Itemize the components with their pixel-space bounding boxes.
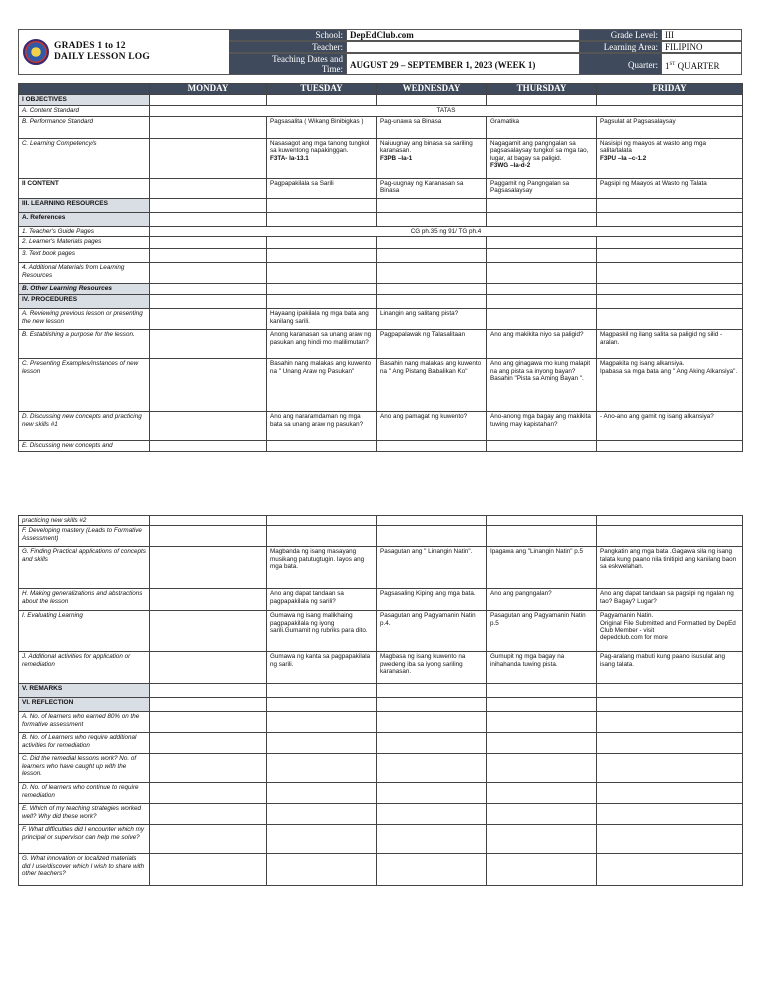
content-standard-value[interactable]: TATAS bbox=[150, 106, 743, 117]
table-cell[interactable] bbox=[377, 139, 487, 179]
log-title bbox=[54, 41, 150, 63]
table-cell[interactable] bbox=[150, 284, 267, 295]
table-cell[interactable] bbox=[150, 698, 267, 712]
teachers-guide-value[interactable]: CG ph.35 ng 91/ TG ph.4 bbox=[150, 227, 743, 237]
table-cell[interactable] bbox=[267, 199, 377, 213]
area-label: Learning Area: bbox=[580, 41, 662, 53]
table-cell[interactable]: Basahin nang malakas ang kuwento na " Unang Araw ng Pasukan" bbox=[267, 359, 377, 412]
content-standard-label: A. Content Standard bbox=[19, 106, 150, 117]
additional-materials-label: 4. Additional Materials from Learning Resources bbox=[19, 263, 150, 284]
table-cell[interactable] bbox=[487, 698, 597, 712]
table-row bbox=[19, 309, 743, 330]
table-cell[interactable]: Magpaskil ng ilang salita sa paligid ng silid - aralan. bbox=[597, 330, 743, 359]
table-cell[interactable] bbox=[597, 526, 743, 547]
table-cell[interactable] bbox=[597, 359, 743, 412]
table-cell[interactable]: Basahin nang malakas ang kuwento na " Ang Pistang Babalikan Ko" bbox=[377, 359, 487, 412]
table-row bbox=[19, 213, 743, 227]
table-cell[interactable] bbox=[597, 309, 743, 330]
table-cell[interactable] bbox=[487, 199, 597, 213]
table-cell[interactable] bbox=[150, 611, 267, 652]
table-cell[interactable] bbox=[267, 515, 377, 525]
table-cell[interactable] bbox=[150, 263, 267, 284]
procedure-c-label: C. Presenting Examples/instances of new lesson bbox=[19, 359, 150, 412]
table-row bbox=[19, 237, 743, 249]
table-cell[interactable] bbox=[597, 249, 743, 263]
table-cell[interactable] bbox=[267, 295, 377, 309]
table-cell[interactable]: Ipagawa ang "Linangin Natin" p.5 bbox=[487, 547, 597, 589]
table-cell[interactable] bbox=[150, 199, 267, 213]
table-cell[interactable]: Pag-uugnay ng Karanasan sa Binasa bbox=[377, 179, 487, 199]
table-cell[interactable] bbox=[267, 526, 377, 547]
table-cell[interactable]: Pag-aralang mabuti kung paano isusulat ang isang talata. bbox=[597, 652, 743, 684]
table-cell[interactable] bbox=[150, 295, 267, 309]
table-cell[interactable] bbox=[487, 249, 597, 263]
table-row bbox=[19, 754, 743, 783]
table-row bbox=[19, 227, 743, 237]
table-row bbox=[19, 712, 743, 733]
table-cell[interactable] bbox=[150, 783, 267, 804]
procedure-j-label: J. Additional activities for application or remediation bbox=[19, 652, 150, 684]
table-cell[interactable] bbox=[487, 213, 597, 227]
table-cell[interactable]: Anong karanasan sa unang araw ng pasukan ang hindi mo malilimutan? bbox=[267, 330, 377, 359]
other-resources-heading: B. Other Learning Resources bbox=[19, 284, 150, 295]
table-row bbox=[19, 733, 743, 754]
procedure-text: Ano ang ginagawa mo kung malapit na ang pista sa inyong bayan? bbox=[490, 360, 591, 375]
table-cell[interactable] bbox=[267, 854, 377, 886]
table-row bbox=[19, 854, 743, 886]
competency-code: F3WG –Ia-d-2 bbox=[490, 162, 531, 170]
table-cell[interactable] bbox=[150, 330, 267, 359]
table-cell[interactable] bbox=[597, 825, 743, 854]
table-cell[interactable] bbox=[487, 284, 597, 295]
table-cell[interactable] bbox=[597, 295, 743, 309]
reflection-g-label: G. What innovation or localized materials did I use/discover which I wish to share with other teachers? bbox=[19, 854, 150, 886]
table-cell[interactable] bbox=[597, 284, 743, 295]
table-cell[interactable] bbox=[597, 854, 743, 886]
header bbox=[18, 29, 742, 75]
table-cell[interactable] bbox=[267, 284, 377, 295]
table-row bbox=[19, 359, 743, 412]
table-cell[interactable] bbox=[597, 199, 743, 213]
table-row bbox=[19, 199, 743, 213]
textbook-label: 3. Text book pages bbox=[19, 249, 150, 263]
table-cell[interactable] bbox=[150, 117, 267, 139]
table-row bbox=[19, 441, 743, 451]
grade-value[interactable]: III bbox=[662, 29, 742, 41]
procedures-heading: IV. PROCEDURES bbox=[19, 295, 150, 309]
procedure-e-label: E. Discussing new concepts and bbox=[19, 441, 150, 451]
attribution-text: Original File Submitted and Formatted by DepEd Club Member - visit bbox=[600, 619, 736, 635]
table-cell[interactable]: Ano ang dapat tandaan sa pagpapakilala ng sarili? bbox=[267, 589, 377, 611]
resources-heading: III. LEARNING RESOURCES bbox=[19, 199, 150, 213]
day-tuesday: TUESDAY bbox=[267, 84, 377, 95]
table-cell[interactable]: Pasagutan ang Pagyamanin Natin p.5 bbox=[487, 611, 597, 652]
procedure-d-label: D. Discussing new concepts and practicing new skills #1 bbox=[19, 412, 150, 441]
table-cell[interactable] bbox=[487, 295, 597, 309]
table-cell[interactable] bbox=[150, 359, 267, 412]
procedure-f-label: F. Developing mastery (Leads to Formative Assessment) bbox=[19, 526, 150, 547]
table-cell[interactable] bbox=[150, 213, 267, 227]
table-cell[interactable] bbox=[487, 783, 597, 804]
content-heading: II CONTENT bbox=[19, 179, 150, 199]
table-cell[interactable] bbox=[597, 237, 743, 249]
table-cell[interactable] bbox=[487, 309, 597, 330]
table-cell[interactable] bbox=[267, 95, 377, 106]
table-cell[interactable]: Gumawa ng kanta sa pagpapakilala ng sarili. bbox=[267, 652, 377, 684]
table-cell[interactable] bbox=[487, 754, 597, 783]
table-cell[interactable]: Ano ang makikita niyo sa paligid? bbox=[487, 330, 597, 359]
grade-label: Grade Level: bbox=[580, 29, 662, 41]
table-cell[interactable] bbox=[150, 526, 267, 547]
table-cell[interactable] bbox=[487, 441, 597, 451]
table-cell[interactable] bbox=[150, 547, 267, 589]
table-row bbox=[19, 284, 743, 295]
attribution-link[interactable]: depedclub.com for more bbox=[600, 634, 668, 642]
table-cell[interactable] bbox=[377, 249, 487, 263]
competency-text: Naiuugnay ang binasa sa sariling karanasan. bbox=[380, 140, 473, 155]
table-row bbox=[19, 117, 743, 139]
table-cell[interactable]: Linangin ang salitang pista? bbox=[377, 309, 487, 330]
table-cell[interactable] bbox=[150, 139, 267, 179]
lesson-log-page bbox=[18, 29, 742, 886]
quarter-suffix: ST bbox=[669, 62, 676, 67]
dates-label bbox=[229, 53, 347, 75]
day-wednesday: WEDNESDAY bbox=[377, 84, 487, 95]
table-cell[interactable]: Pagpapakilala sa Sarili bbox=[267, 179, 377, 199]
table-cell[interactable] bbox=[487, 854, 597, 886]
table-row bbox=[19, 526, 743, 547]
table-cell[interactable] bbox=[377, 712, 487, 733]
competency-text: Nagagamit ang pangngalan sa pagsasalaysay tungkol sa mga tao, lugar, at bagay sa paligid. bbox=[490, 140, 589, 162]
table-cell[interactable] bbox=[377, 698, 487, 712]
day-friday: FRIDAY bbox=[597, 84, 743, 95]
table-cell[interactable] bbox=[377, 684, 487, 698]
lesson-table-part-1 bbox=[18, 83, 743, 452]
table-cell[interactable] bbox=[377, 526, 487, 547]
procedure-text: Ipabasa sa mga bata ang " Ang Aking Alkansiya". bbox=[600, 367, 738, 375]
table-cell[interactable] bbox=[377, 237, 487, 249]
table-cell[interactable]: Gumupit ng mga bagay na inihahanda tuwing pista. bbox=[487, 652, 597, 684]
table-cell[interactable]: Ano ang dapat tandaan sa pagsipi ng ngalan ng tao? Bagay? Lugar? bbox=[597, 589, 743, 611]
table-cell[interactable]: Pagsasaling Kiping ang mga bata. bbox=[377, 589, 487, 611]
table-cell[interactable] bbox=[377, 284, 487, 295]
procedure-h-label: H. Making generalizations and abstractions about the lesson bbox=[19, 589, 150, 611]
table-cell[interactable]: Magbasa ng isang kuwento na pwedeng iba sa iyong sariling karanasan. bbox=[377, 652, 487, 684]
table-cell[interactable] bbox=[487, 95, 597, 106]
table-cell[interactable]: Pagsipi ng Maayos at Wasto ng Talata bbox=[597, 179, 743, 199]
references-heading: A. References bbox=[19, 213, 150, 227]
table-cell[interactable]: Pagsasalita ( Wikang Binibigkas ) bbox=[267, 117, 377, 139]
table-cell[interactable] bbox=[150, 754, 267, 783]
day-thursday: THURSDAY bbox=[487, 84, 597, 95]
table-cell[interactable]: Pagpapalawak ng Talasalitaan bbox=[377, 330, 487, 359]
table-cell[interactable]: Hayaang ipakilala ng mga bata ang kanilang sarili. bbox=[267, 309, 377, 330]
quarter-number: 1 bbox=[665, 61, 670, 71]
table-row bbox=[19, 652, 743, 684]
table-row bbox=[19, 515, 743, 525]
table-cell[interactable]: Gumawa ng isang malikhaing pagpapakilala ng iyong sarili.Gumamit ng rubriks para dito. bbox=[267, 611, 377, 652]
table-cell[interactable] bbox=[597, 712, 743, 733]
title-line-1: GRADES 1 to 12 bbox=[54, 41, 126, 51]
table-row bbox=[19, 412, 743, 441]
competency-code: F3PB –Ia-1 bbox=[380, 154, 413, 162]
table-cell[interactable] bbox=[377, 733, 487, 754]
table-cell[interactable]: Magbanda ng isang masayang musikang patutugtugin. Iayos ang mga bata. bbox=[267, 547, 377, 589]
table-cell[interactable]: Gramatika bbox=[487, 117, 597, 139]
table-cell[interactable]: Ano ang nararamdaman ng mga bata sa unang araw ng pasukan? bbox=[267, 412, 377, 441]
procedure-e-continued-label: practicing new skills #2 bbox=[19, 515, 150, 525]
table-cell[interactable] bbox=[597, 213, 743, 227]
table-row bbox=[19, 825, 743, 854]
competency-label: C. Learning Competency/s bbox=[19, 139, 150, 179]
performance-standard-label: B. Performance Standard bbox=[19, 117, 150, 139]
lesson-table-part-2 bbox=[18, 515, 743, 886]
table-cell[interactable] bbox=[377, 295, 487, 309]
table-row bbox=[19, 263, 743, 284]
table-cell[interactable] bbox=[487, 139, 597, 179]
dates-label-line-2: Time: bbox=[321, 64, 343, 74]
table-cell[interactable]: Pasagutan ang Pagyamanin Natin p.4. bbox=[377, 611, 487, 652]
table-cell[interactable] bbox=[150, 249, 267, 263]
table-cell[interactable] bbox=[150, 179, 267, 199]
table-row bbox=[19, 698, 743, 712]
table-cell[interactable]: Pagsulat at Pagsasalaysay bbox=[597, 117, 743, 139]
table-cell[interactable] bbox=[150, 515, 267, 525]
table-cell[interactable] bbox=[150, 441, 267, 451]
reflection-a-label: A. No. of learners who earned 80% on the formative assessment bbox=[19, 712, 150, 733]
table-cell[interactable] bbox=[487, 684, 597, 698]
table-cell[interactable] bbox=[487, 237, 597, 249]
objectives-heading: I OBJECTIVES bbox=[19, 95, 150, 106]
table-cell[interactable] bbox=[267, 684, 377, 698]
table-row bbox=[19, 95, 743, 106]
table-cell[interactable] bbox=[150, 854, 267, 886]
table-cell[interactable]: Pangkatin ang mga bata .Gagawa sila ng isang talata kung paano nila tinitipid ang kanilang baon sa eskwelahan. bbox=[597, 547, 743, 589]
table-cell[interactable] bbox=[377, 95, 487, 106]
table-cell[interactable] bbox=[597, 733, 743, 754]
table-cell[interactable] bbox=[377, 825, 487, 854]
table-cell[interactable]: Paggamit ng Pangngalan sa Pagsasalaysay bbox=[487, 179, 597, 199]
table-row bbox=[19, 783, 743, 804]
table-row bbox=[19, 611, 743, 652]
table-row bbox=[19, 139, 743, 179]
table-cell[interactable] bbox=[487, 263, 597, 284]
school-value[interactable]: DepEdClub.com bbox=[347, 29, 580, 41]
table-cell[interactable] bbox=[267, 139, 377, 179]
table-cell[interactable] bbox=[267, 213, 377, 227]
table-cell[interactable] bbox=[377, 213, 487, 227]
table-cell[interactable] bbox=[487, 825, 597, 854]
table-cell[interactable] bbox=[267, 698, 377, 712]
table-cell[interactable] bbox=[150, 589, 267, 611]
table-cell[interactable] bbox=[597, 95, 743, 106]
table-row bbox=[19, 295, 743, 309]
learners-materials-label: 2. Learner's Materials pages bbox=[19, 237, 150, 249]
area-value[interactable]: FILIPINO bbox=[662, 41, 742, 53]
table-cell[interactable] bbox=[377, 804, 487, 825]
reflection-heading: VI. REFLECTION bbox=[19, 698, 150, 712]
table-cell[interactable] bbox=[150, 412, 267, 441]
reflection-f-label: F. What difficulties did I encounter which my principal or supervisor can help me solve? bbox=[19, 825, 150, 854]
table-cell[interactable] bbox=[267, 825, 377, 854]
table-cell[interactable]: Ano ang pangngalan? bbox=[487, 589, 597, 611]
table-cell[interactable] bbox=[267, 237, 377, 249]
quarter-word: QUARTER bbox=[675, 61, 720, 71]
competency-text: Nasasagot ang mga tanong tungkol sa kuwentong napakinggan. bbox=[270, 140, 370, 155]
table-cell[interactable] bbox=[377, 515, 487, 525]
reflection-e-label: E. Which of my teaching strategies worked well? Why did these work? bbox=[19, 804, 150, 825]
table-cell[interactable] bbox=[377, 441, 487, 451]
procedure-text: Basahin "Pista sa Aming Bayan ". bbox=[490, 375, 584, 383]
table-cell[interactable]: Ano ang pamagat ng kuwento? bbox=[377, 412, 487, 441]
table-cell[interactable] bbox=[150, 309, 267, 330]
table-cell[interactable] bbox=[597, 441, 743, 451]
table-cell[interactable] bbox=[377, 783, 487, 804]
procedure-text: Magpakita ng isang alkansiya. bbox=[600, 360, 685, 368]
table-cell[interactable] bbox=[150, 95, 267, 106]
reflection-c-label: C. Did the remedial lessons work? No. of learners who have caught up with the lesson. bbox=[19, 754, 150, 783]
table-cell[interactable] bbox=[267, 733, 377, 754]
table-cell[interactable] bbox=[377, 263, 487, 284]
day-monday: MONDAY bbox=[150, 84, 267, 95]
procedure-b-label: B. Establishing a purpose for the lesson. bbox=[19, 330, 150, 359]
teacher-label: Teacher: bbox=[229, 41, 347, 53]
table-cell[interactable] bbox=[150, 825, 267, 854]
table-cell[interactable] bbox=[267, 783, 377, 804]
table-cell[interactable] bbox=[377, 754, 487, 783]
quarter-value[interactable] bbox=[662, 53, 742, 75]
days-header-row bbox=[19, 84, 743, 95]
table-cell[interactable] bbox=[377, 854, 487, 886]
table-cell[interactable]: Pasagutan ang " Linangin Natin". bbox=[377, 547, 487, 589]
table-cell[interactable] bbox=[267, 804, 377, 825]
table-cell[interactable] bbox=[487, 526, 597, 547]
table-cell[interactable] bbox=[597, 139, 743, 179]
table-cell[interactable] bbox=[150, 712, 267, 733]
reflection-d-label: D. No. of learners who continue to require remediation bbox=[19, 783, 150, 804]
reflection-b-label: B. No. of Learners who require additional activities for remediation bbox=[19, 733, 150, 754]
table-row bbox=[19, 684, 743, 698]
table-cell[interactable] bbox=[597, 698, 743, 712]
table-cell[interactable] bbox=[597, 754, 743, 783]
table-cell[interactable] bbox=[150, 733, 267, 754]
table-row bbox=[19, 330, 743, 359]
remarks-heading: V. REMARKS bbox=[19, 684, 150, 698]
header-title-box bbox=[18, 29, 229, 75]
table-cell[interactable] bbox=[267, 712, 377, 733]
table-cell[interactable] bbox=[487, 712, 597, 733]
competency-text: Nasisipi ng maayos at wasto ang mga salita/talata bbox=[600, 140, 707, 155]
school-label: School: bbox=[229, 29, 347, 41]
table-cell[interactable]: Pag-unawa sa Binasa bbox=[377, 117, 487, 139]
procedure-a-label: A. Reviewing previous lesson or presenting the new lesson bbox=[19, 309, 150, 330]
teacher-value[interactable] bbox=[347, 41, 580, 53]
table-cell[interactable] bbox=[597, 611, 743, 652]
deped-seal-icon bbox=[23, 39, 49, 65]
table-cell[interactable] bbox=[377, 199, 487, 213]
teachers-guide-label: 1. Teacher's Guide Pages bbox=[19, 227, 150, 237]
table-cell[interactable] bbox=[597, 684, 743, 698]
days-header-blank bbox=[19, 84, 150, 95]
table-row bbox=[19, 249, 743, 263]
table-cell[interactable] bbox=[150, 684, 267, 698]
table-cell[interactable] bbox=[487, 733, 597, 754]
table-cell[interactable] bbox=[597, 804, 743, 825]
procedure-i-label: I. Evaluating Learning bbox=[19, 611, 150, 652]
table-cell[interactable]: - Ano-ano ang gamit ng isang alkansiya? bbox=[597, 412, 743, 441]
table-cell[interactable] bbox=[597, 263, 743, 284]
table-cell[interactable] bbox=[487, 515, 597, 525]
table-cell[interactable]: Ano-anong mga bagay ang makikita tuwing may kapistahan? bbox=[487, 412, 597, 441]
table-row bbox=[19, 547, 743, 589]
dates-value[interactable]: AUGUST 29 – SEPTEMBER 1, 2023 (WEEK 1) bbox=[347, 53, 580, 75]
procedure-text: Pagyamanin Natin. bbox=[600, 612, 654, 620]
table-row bbox=[19, 179, 743, 199]
table-cell[interactable] bbox=[267, 249, 377, 263]
table-cell[interactable] bbox=[487, 359, 597, 412]
table-cell[interactable] bbox=[267, 441, 377, 451]
table-cell[interactable] bbox=[150, 237, 267, 249]
table-cell[interactable] bbox=[150, 652, 267, 684]
procedure-g-label: G. Finding Practical applications of concepts and skills bbox=[19, 547, 150, 589]
table-cell[interactable] bbox=[267, 754, 377, 783]
table-cell[interactable] bbox=[597, 515, 743, 525]
table-cell[interactable] bbox=[597, 783, 743, 804]
quarter-label: Quarter: bbox=[580, 53, 662, 75]
table-row bbox=[19, 106, 743, 117]
title-line-2: DAILY LESSON LOG bbox=[54, 52, 150, 62]
table-cell[interactable] bbox=[267, 263, 377, 284]
competency-code: F3PU –Ia –c-1.2 bbox=[600, 154, 647, 162]
table-cell[interactable] bbox=[150, 804, 267, 825]
dates-label-line-1: Teaching Dates and bbox=[272, 54, 343, 64]
competency-code: F3TA- Ia-13.1 bbox=[270, 154, 309, 162]
table-cell[interactable] bbox=[487, 804, 597, 825]
table-row bbox=[19, 589, 743, 611]
table-row bbox=[19, 804, 743, 825]
